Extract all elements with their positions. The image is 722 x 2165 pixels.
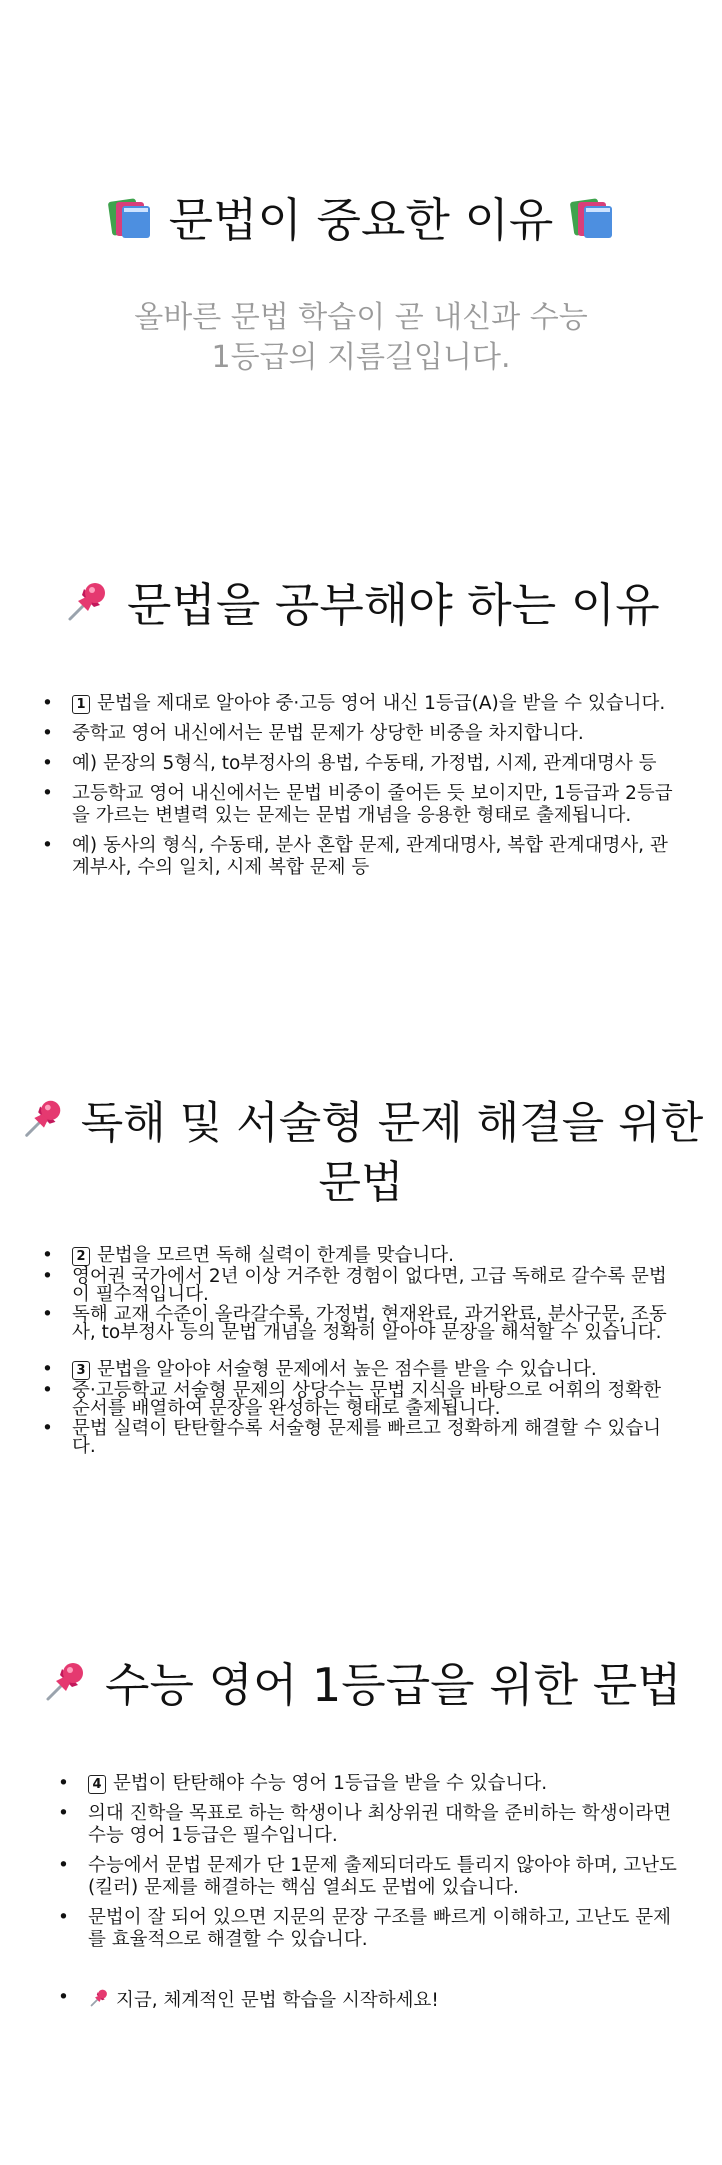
list-item — [72, 753, 682, 775]
list-item — [72, 723, 682, 745]
list-item-text: 예) 문장의 5형식, to부정사의 용법, 수동태, 가정법, 시제, 관계대명사 등 — [72, 752, 657, 774]
closing-text: 지금, 체계적인 문법 학습을 시작하세요! — [116, 1989, 439, 2011]
list-item-text: 예) 동사의 형식, 수동태, 분사 혼합 문제, 관계대명사, 복합 관계대명사, 관계부사, 수의 일치, 시제 복합 문제 등 — [72, 834, 668, 878]
number-badge: 1 — [72, 695, 90, 714]
title-text: 독해 및 서술형 문제 해결을 위한 — [80, 1097, 704, 1149]
list-item — [72, 835, 682, 879]
list-item — [72, 693, 682, 715]
slide-suneung — [0, 1655, 722, 2015]
subtitle-line: 1등급의 지름길입니다. — [211, 339, 511, 375]
bullet-list — [72, 1360, 682, 1456]
list-item-text: 중·고등학교 서술형 문제의 상당수는 문법 지식을 바탕으로 어휘의 정확한 순서를 배열하여 문장을 완성하는 형태로 출제됩니다. — [72, 1380, 662, 1419]
slide-title — [0, 190, 722, 254]
list-item-text: 영어권 국가에서 2년 이상 거주한 경험이 없다면, 고급 독해로 갈수록 문법이 필수적입니다. — [72, 1266, 667, 1305]
pushpin-icon — [40, 1657, 90, 1721]
pushpin-icon — [88, 1987, 110, 2015]
slide-title — [0, 1095, 722, 1210]
list-item — [72, 1382, 682, 1418]
slide-study-reasons — [0, 575, 722, 879]
list-item — [72, 1246, 682, 1266]
title-text: 문법을 공부해야 하는 이유 — [126, 578, 660, 632]
bullet-list — [88, 1773, 684, 1951]
title-text: 문법 — [318, 1157, 404, 1208]
slide-subtitle — [81, 298, 641, 378]
number-badge: 2 — [72, 1247, 90, 1266]
books-icon — [568, 194, 616, 254]
list-item — [72, 1360, 682, 1380]
slide-title — [0, 575, 722, 641]
list-item-text: 수능에서 문법 문제가 단 1문제 출제되더라도 틀리지 않아야 하며, 고난도(킬러) 문제를 해결하는 핵심 열쇠도 문법에 있습니다. — [88, 1854, 677, 1898]
list-item-text: 의대 진학을 목표로 하는 학생이나 최상위권 대학을 준비하는 학생이라면 수능 영어 1등급은 필수입니다. — [88, 1802, 672, 1846]
bullet-list — [88, 1987, 684, 2015]
list-item — [72, 1306, 682, 1342]
list-item — [88, 1987, 684, 2015]
list-item-text: 독해 교재 수준이 올라갈수록, 가정법, 현재완료, 과거완료, 분사구문, 조동사, to부정사 등의 문법 개념을 정확히 알아야 문장을 해석할 수 있습니다. — [72, 1304, 667, 1343]
list-item-text: 문법이 탄탄해야 수능 영어 1등급을 받을 수 있습니다. — [113, 1772, 548, 1794]
slide-why-grammar — [0, 190, 722, 378]
bullet-list — [72, 1246, 682, 1342]
list-item — [72, 1420, 682, 1456]
list-item — [72, 783, 682, 827]
list-item-text: 문법 실력이 탄탄할수록 서술형 문제를 빠르고 정확하게 해결할 수 있습니다. — [72, 1418, 662, 1457]
list-item — [88, 1907, 684, 1951]
list-item-text: 문법을 제대로 알아야 중·고등 영어 내신 1등급(A)을 받을 수 있습니다. — [97, 692, 666, 714]
pushpin-icon — [62, 577, 112, 641]
pushpin-icon — [19, 1095, 67, 1156]
list-item-text: 문법을 알아야 서술형 문제에서 높은 점수를 받을 수 있습니다. — [97, 1359, 597, 1380]
slide-title — [0, 1655, 722, 1721]
list-item-text: 문법을 모르면 독해 실력이 한계를 맞습니다. — [97, 1245, 454, 1266]
bullet-list — [72, 693, 682, 879]
title-text: 문법이 중요한 이유 — [168, 193, 554, 247]
list-item — [88, 1773, 684, 1795]
list-item-text: 고등학교 영어 내신에서는 문법 비중이 줄어든 듯 보이지만, 1등급과 2등급을 가르는 변별력 있는 문제는 문법 개념을 응용한 형태로 출제됩니다. — [72, 782, 673, 826]
books-icon — [106, 194, 154, 254]
list-item — [88, 1855, 684, 1899]
list-item-text: 중학교 영어 내신에서는 문법 문제가 상당한 비중을 차지합니다. — [72, 722, 584, 744]
number-badge: 4 — [88, 1775, 106, 1794]
slide-reading-writing — [0, 1095, 722, 1456]
list-item — [88, 1803, 684, 1847]
title-text: 수능 영어 1등급을 위한 문법 — [105, 1658, 682, 1712]
list-item-text: 문법이 잘 되어 있으면 지문의 문장 구조를 빠르게 이해하고, 고난도 문제를 효율적으로 해결할 수 있습니다. — [88, 1906, 671, 1950]
number-badge: 3 — [72, 1361, 90, 1380]
subtitle-line: 올바른 문법 학습이 곧 내신과 수능 — [134, 299, 588, 335]
list-item — [72, 1268, 682, 1304]
